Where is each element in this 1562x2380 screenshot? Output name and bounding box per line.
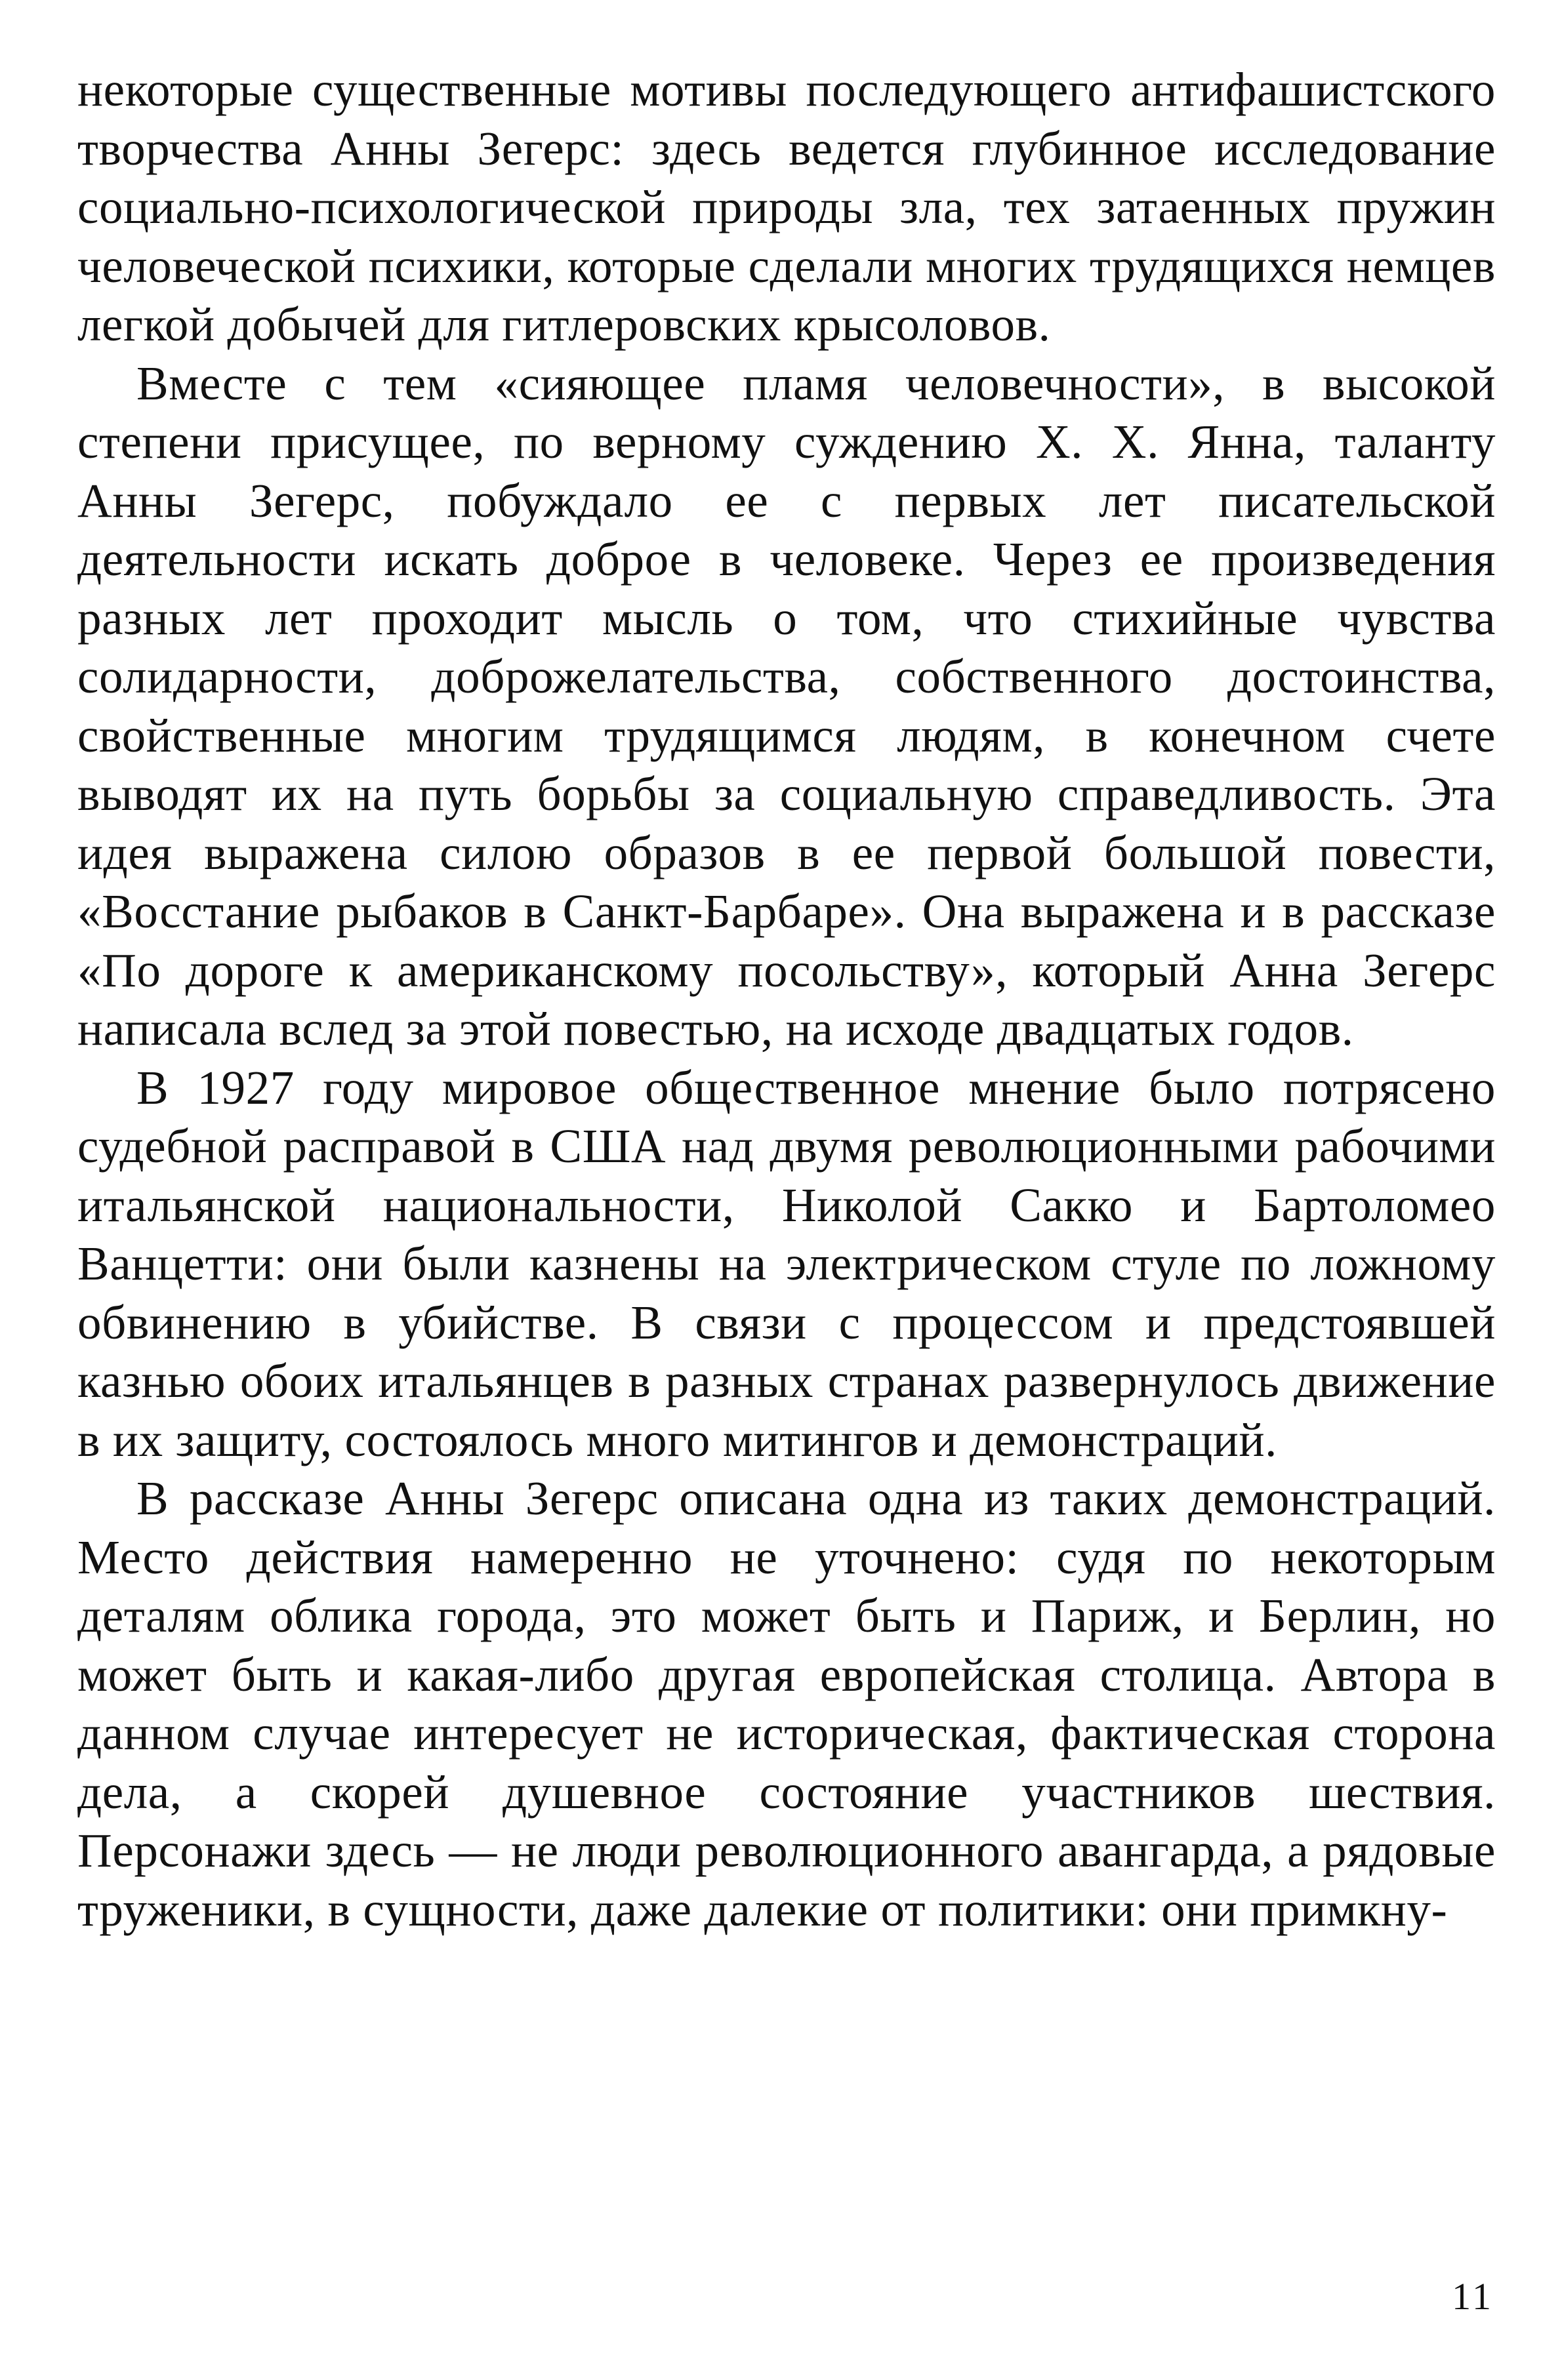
page-number: 11 <box>1452 2275 1494 2318</box>
paragraph: В 1927 году мировое общественное мнение было потрясено судебной расправой в США над двумя революционными рабочими итальянской национальности, Николой Сакко и Бартоломео Ванцетти: они были казнены на электрическом стуле по ложному обвинению в убийстве. В связи с процессом и предстоявшей казнью обоих итальянцев в разных странах развернулось движение в их защиту, состоялось много митингов и демонстраций. <box>77 1060 1496 1466</box>
paragraph: Вместе с тем «сияющее пламя человечности», в высокой степени присущее, по верному суждению Х. Х. Янна, таланту Анны Зегерс, побуждало ее с первых лет писательской деятельности искать доброе в человеке. Через ее произведения разных лет проходит мысль о том, что стихийные чувства солидарности, доброжелательства, собственного достоинства, свойственные многим трудящимся людям, в конечном счете выводят их на путь борьбы за социальную справедливость. Эта идея выражена силою образов в ее первой большой повести, «Восстание рыбаков в Санкт-Барбаре». Она выражена и в рассказе «По дороге к американскому посольству», который Анна Зегерс написала вслед за этой повестью, на исходе двадцатых годов. <box>77 356 1496 1055</box>
paragraph: В рассказе Анны Зегерс описана одна из таких демонстраций. Место действия намеренно не уточнено: судя по некоторым деталям облика города, это может быть и Париж, и Берлин, но может быть и какая-либо другая европейская столица. Автора в данном случае интересует не историческая, фактическая сторона дела, а скорей душевное состояние участников шествия. Персонажи здесь — не люди революционного авангарда, а рядовые труженики, в сущности, даже далекие от политики: они примкну- <box>77 1472 1496 1936</box>
body-text <box>77 60 1496 1939</box>
paragraph-continued: некоторые существенные мотивы последующего антифашистского творчества Анны Зегерс: здесь ведется глубинное исследование социально-психологической природы зла, тех затаенных пружин человеческой психики, которые сделали многих трудящихся немцев легкой добычей для гитлеровских крысоловов. <box>77 63 1496 351</box>
